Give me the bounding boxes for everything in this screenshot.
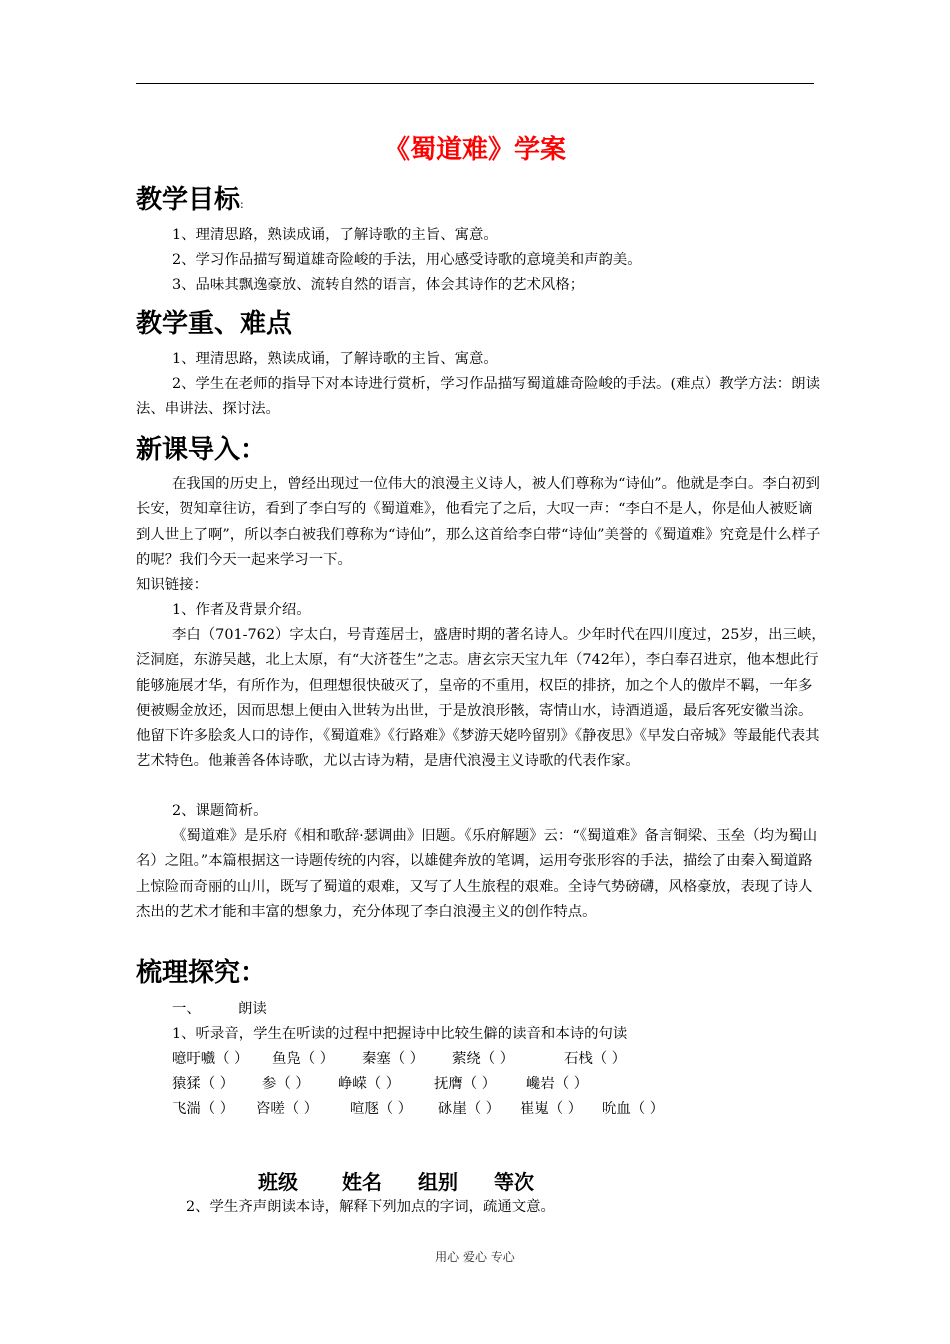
pron-item: 砯崖（ ） bbox=[438, 1101, 501, 1117]
pron-item: 吮血（ ） bbox=[602, 1101, 665, 1117]
pron-item: 峥嵘（ ） bbox=[338, 1076, 401, 1092]
pron-item: 石栈（ ） bbox=[564, 1051, 627, 1067]
heading-intro: 新课导入： bbox=[136, 435, 267, 465]
pron-item: 抚膺（ ） bbox=[434, 1076, 497, 1092]
pron-item: 萦绕（ ） bbox=[452, 1051, 515, 1067]
knowledge-link-label: 知识链接： bbox=[136, 577, 208, 593]
heading-goals-suffix: : bbox=[240, 198, 244, 211]
pron-item: 鱼凫（ ） bbox=[272, 1051, 335, 1067]
field-rank: 等次 bbox=[494, 1170, 534, 1194]
pron-item: 参（ ） bbox=[262, 1076, 310, 1092]
author-background-text: 李白（701-762）字太白，号青莲居士，盛唐时期的著名诗人。少年时代在四川度过，25岁，出三峡，泛洞庭，东游吴越，北上太原，有“大济苍生”之志。唐玄宗天宝九年（742年），李白奉召进京，他本想此行能够施展才华，有所作为，但理想很快破灭了，皇帝的不重用，权臣的排挤，加之个人的傲岸不羁，一年多便被赐金放还，因而思想上便由入世转为出世，于是放浪形骸，寄情山水，诗酒逍遥，最后客死安徽当涂。他留下许多脍炙人口的诗作，《蜀道难》《行路难》《梦游天姥吟留别》《静夜思》《早发白帝城》等最能代表其艺术特色。他兼善各体诗歌，尤以古诗为精，是唐代浪漫主义诗歌的代表作家。 bbox=[136, 627, 826, 770]
key-point-1: 1、理清思路，熟读成诵，了解诗歌的主旨、寓意。 bbox=[172, 351, 498, 367]
heading-key-points: 教学重、难点 bbox=[136, 309, 293, 339]
document-title: 《蜀道难》学案 bbox=[383, 135, 566, 165]
title-analysis-text: 《蜀道难》是乐府《相和歌辞·瑟调曲》旧题。《乐府解题》云：“《蜀道难》备言铜梁、玉垒（均为蜀山名）之阻。”本篇根据这一诗题传统的内容，以雄健奔放的笔调，运用夸张形容的手法，描绘了由秦入蜀道路上惊险而奇丽的山川，既写了蜀道的艰难，又写了人生旅程的艰难。全诗气势磅礴，风格豪放，表现了诗人杰出的艺术才能和丰富的想象力，充分体现了李白浪漫主义的创作特点。 bbox=[136, 828, 818, 920]
intro-paragraph: 在我国的历史上，曾经出现过一位伟大的浪漫主义诗人，被人们尊称为“诗仙”。他就是李白。李白初到长安，贺知章往访，看到了李白写的《蜀道难》，他看完了之后，大叹一声：“李白不是人，你是仙人被贬谪到人世上了啊”，所以李白被我们尊称为“诗仙”，那么这首给李白带“诗仙”美誉的《蜀道难》究竟是什么样子的呢？我们今天一起来学习一下。 bbox=[136, 476, 821, 568]
heading-goals-text: 教学目标 bbox=[136, 185, 241, 215]
pron-item: 猿猱（ ） bbox=[172, 1076, 235, 1092]
pron-item: 巉岩（ ） bbox=[526, 1076, 589, 1092]
author-background-title: 1、作者及背景介绍。 bbox=[172, 602, 311, 618]
header-rule bbox=[136, 83, 814, 84]
goal-item-1: 1、理清思路，熟读成诵，了解诗歌的主旨、寓意。 bbox=[172, 227, 498, 243]
field-class: 班级 bbox=[258, 1170, 298, 1194]
field-name: 姓名 bbox=[342, 1170, 382, 1194]
heading-goals bbox=[136, 182, 244, 223]
field-group: 组别 bbox=[418, 1170, 458, 1194]
pron-item: 噫吁嚱（ ） bbox=[172, 1051, 249, 1067]
pron-item: 喧豗（ ） bbox=[350, 1101, 413, 1117]
pron-item: 飞湍（ ） bbox=[172, 1101, 235, 1117]
pron-item: 崔嵬（ ） bbox=[520, 1101, 583, 1117]
title-analysis-title: 2、课题简析。 bbox=[172, 803, 268, 819]
goal-item-2: 2、学习作品描写蜀道雄奇险峻的手法，用心感受诗歌的意境美和声韵美。 bbox=[172, 252, 642, 268]
key-point-2: 2、学生在老师的指导下对本诗进行赏析，学习作品描写蜀道雄奇险峻的手法。(难点）教学方法：朗读法、串讲法、探讨法。 bbox=[136, 376, 820, 418]
reading-step-1: 1、听录音，学生在听读的过程中把握诗中比较生僻的读音和本诗的句读 bbox=[172, 1026, 628, 1042]
goal-item-3: 3、品味其飘逸豪放、流转自然的语言，体会其诗作的艺术风格； bbox=[172, 277, 585, 293]
part-reading-label: 朗读 bbox=[238, 1001, 267, 1017]
pron-item: 秦塞（ ） bbox=[362, 1051, 425, 1067]
heading-explore: 梳理探究： bbox=[136, 958, 267, 988]
part-reading-num: 一、 bbox=[172, 1001, 201, 1017]
page-footer: 用心 爱心 专心 bbox=[435, 1250, 515, 1264]
pron-item: 咨嗟（ ） bbox=[256, 1101, 319, 1117]
reading-step-2: 2、学生齐声朗读本诗，解释下列加点的字词，疏通文意。 bbox=[186, 1199, 555, 1215]
